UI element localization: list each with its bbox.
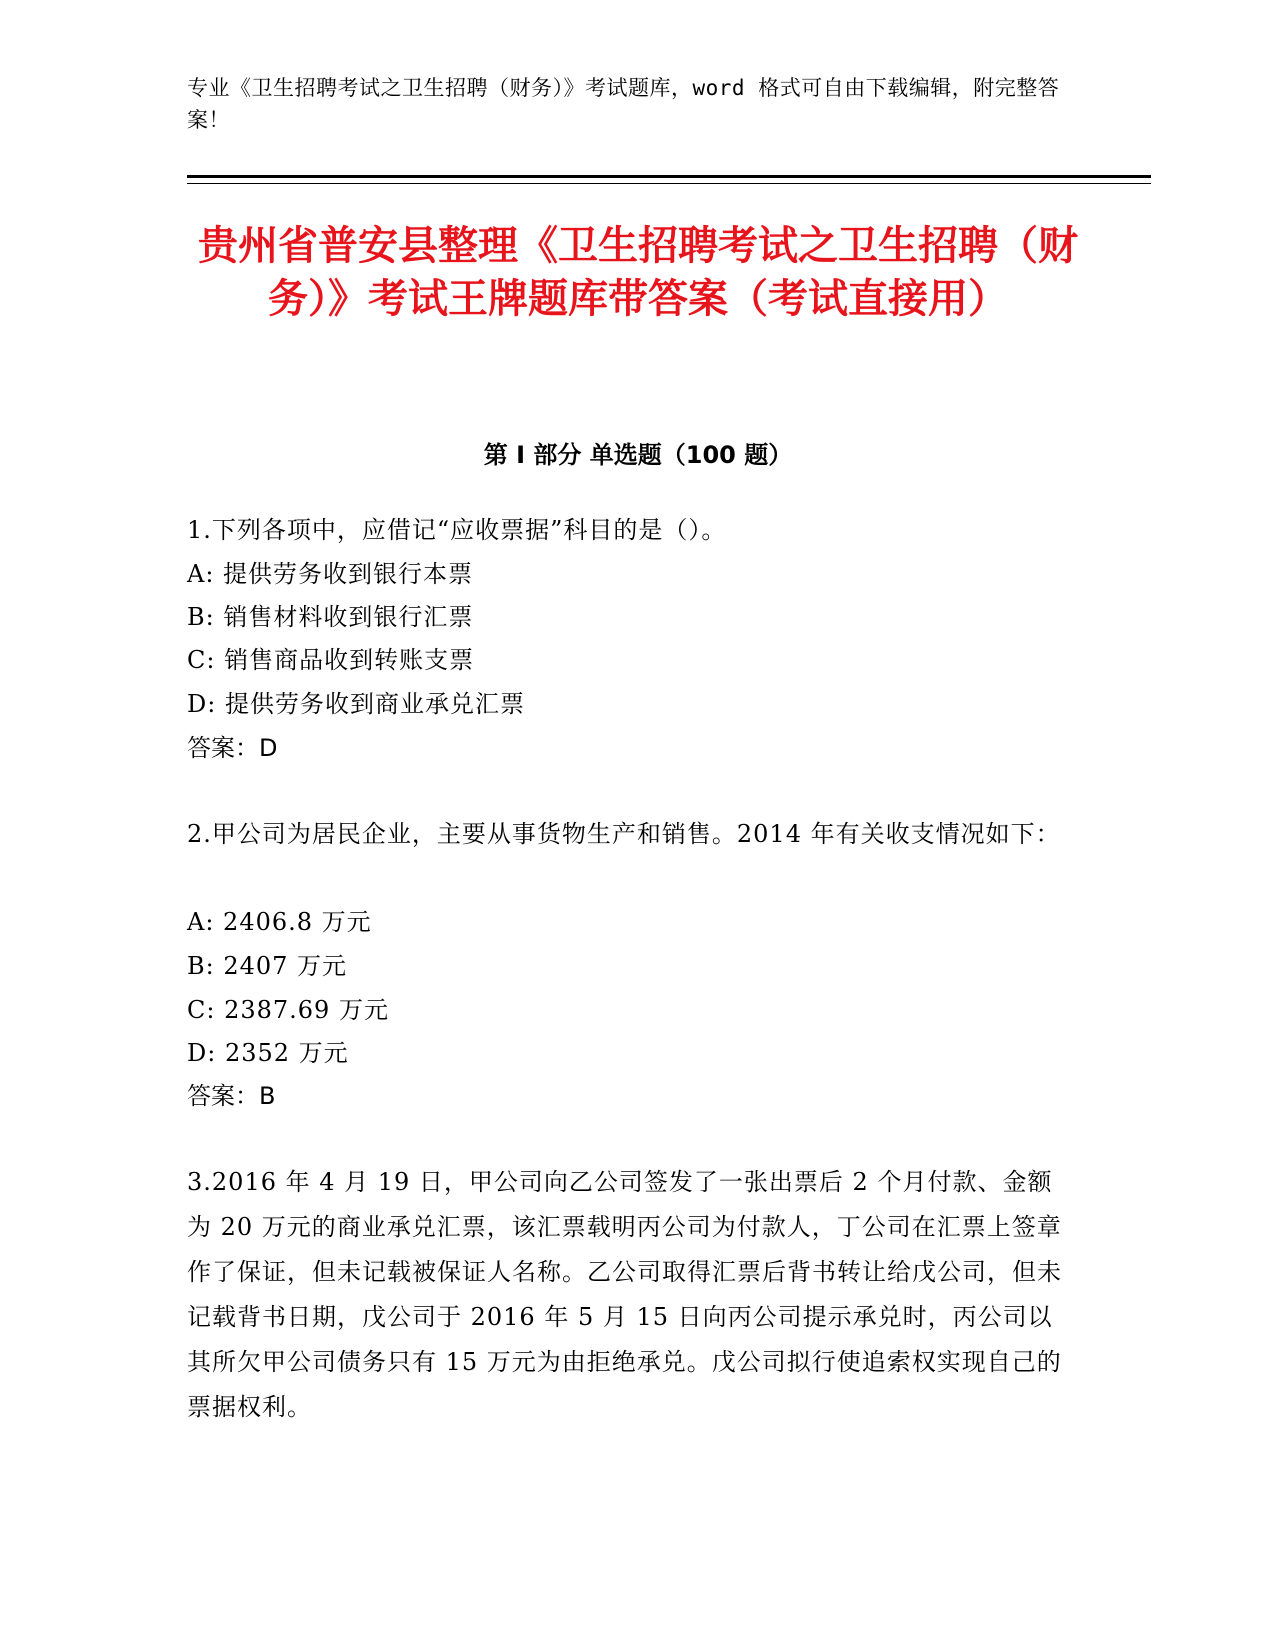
question-2-answer: 答案：B: [187, 1082, 276, 1110]
header-note: 专业《卫生招聘考试之卫生招聘（财务）》考试题库，word 格式可自由下载编辑，附完整答案！: [187, 76, 1060, 132]
question-2-option-c: C: 2387.69 万元: [187, 996, 389, 1024]
question-1-option-c: C: 销售商品收到转账支票: [187, 646, 475, 674]
header-divider-thin: [187, 183, 1151, 184]
question-2-stem: 2.甲公司为居民企业，主要从事货物生产和销售。2014 年有关收支情况如下：: [187, 820, 1061, 848]
question-1-option-d: D: 提供劳务收到商业承兑汇票: [187, 690, 525, 718]
question-1-answer: 答案：D: [187, 734, 278, 762]
document-title: 贵州省普安县整理《卫生招聘考试之卫生招聘（财务）》考试王牌题库带答案（考试直接用）: [198, 223, 1078, 322]
question-1-option-a: A: 提供劳务收到银行本票: [187, 560, 474, 588]
question-2-option-d: D: 2352 万元: [187, 1039, 349, 1067]
question-1-option-b: B: 销售材料收到银行汇票: [187, 603, 474, 631]
question-2-option-b: B: 2407 万元: [187, 952, 348, 980]
question-2-option-a: A: 2406.8 万元: [187, 908, 372, 936]
question-3-stem: 3.2016 年 4 月 19 日，甲公司向乙公司签发了一张出票后 2 个月付款、金额为 20 万元的商业承兑汇票，该汇票载明丙公司为付款人，丁公司在汇票上签章作了保证，但未记载被保证人名称。乙公司取得汇票后背书转让给戊公司，但未记载背书日期，戊公司于 2016 年 5 月 15 日向丙公司提示承兑时，丙公司以其所欠甲公司债务只有 15 万元为由拒绝承兑。戊公司拟行使追索权实现自己的票据权利。: [187, 1168, 1062, 1421]
header-divider-thick: [187, 175, 1151, 178]
section-title: 第 I 部分 单选题（100 题）: [483, 441, 793, 469]
question-1-stem: 1.下列各项中，应借记“应收票据”科目的是（）。: [187, 516, 727, 544]
